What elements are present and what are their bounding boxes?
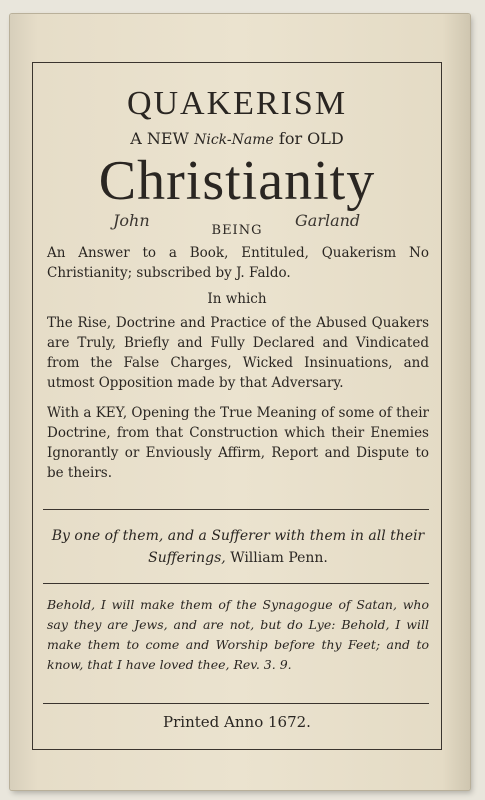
page-border-frame: [32, 62, 442, 750]
handwritten-first-name: John: [113, 211, 150, 230]
subtitle-pre: A NEW: [130, 129, 189, 148]
subtitle-post: for OLD: [278, 129, 344, 148]
divider-rule: [43, 703, 429, 704]
handwritten-surname: Garland: [295, 211, 361, 230]
author-line-1: By one of them, and a Sufferer with them in all their: [51, 528, 425, 544]
rise-paragraph: The Rise, Doctrine and Practice of the Abused Quakers are Truly, Briefly and Fully Declared and Vindicated from the False Charges, Wicked Insinuations, and utmost Opposition made by that Adversary.: [47, 315, 429, 391]
subtitle-italic: Nick-Name: [194, 132, 274, 148]
author-line-2: [47, 547, 429, 569]
subtitle-line: [33, 129, 441, 148]
divider-rule: [43, 583, 429, 584]
being-label: BEING: [211, 223, 263, 238]
imprint-line: Printed Anno 1672.: [163, 713, 311, 731]
author-sufferings: Sufferings,: [148, 550, 226, 566]
title-quakerism: QUAKERISM: [126, 85, 348, 122]
answer-paragraph: An Answer to a Book, Entituled, Quakerism No Christianity; subscribed by J. Faldo.: [47, 245, 429, 281]
in-which-label: In which: [207, 291, 267, 307]
author-block: [47, 525, 429, 569]
title-christianity: Christianity: [98, 150, 376, 212]
scripture-quote: Behold, I will make them of the Synagogue of Satan, who say they are Jews, and are not, but do Lye: Behold, I will make them to come and Worship before thy Feet; and to know, that I have loved thee, Rev. 3. 9.: [47, 597, 429, 672]
author-name: William Penn.: [230, 550, 328, 566]
key-paragraph: With a KEY, Opening the True Meaning of some of their Doctrine, from that Construction which their Enemies Ignorantly or Enviously Affirm, Report and Dispute to be theirs.: [47, 405, 429, 481]
divider-rule: [43, 509, 429, 510]
title-page: [10, 14, 470, 790]
